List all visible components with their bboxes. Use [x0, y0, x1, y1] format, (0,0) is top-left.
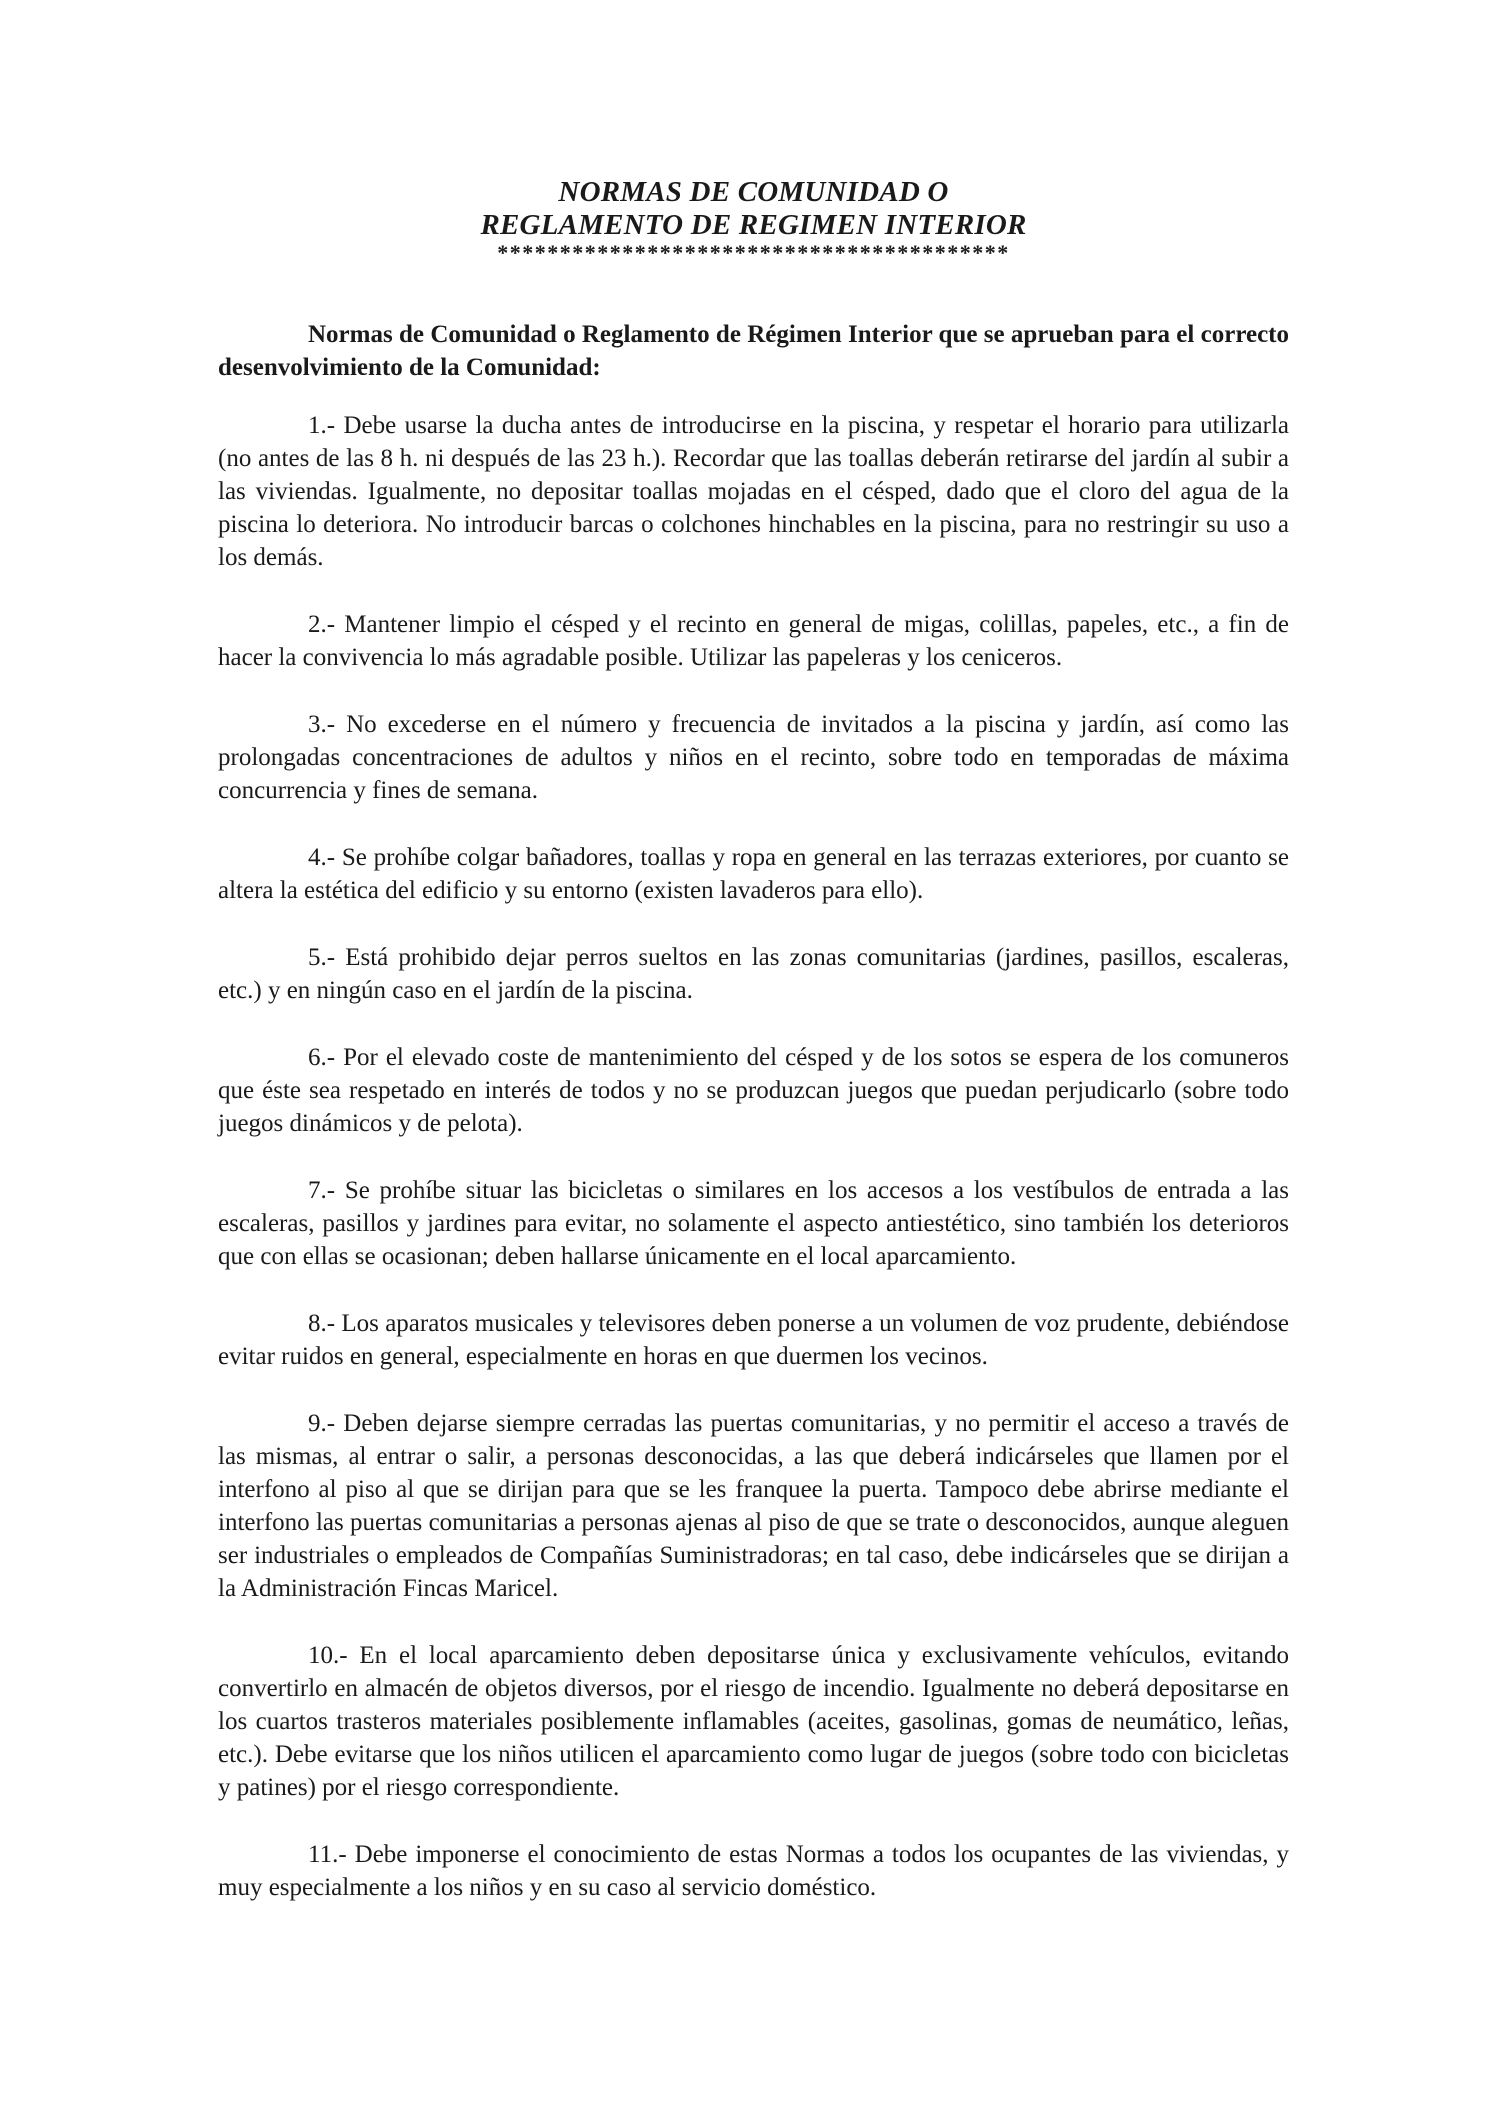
rule-2 — [218, 608, 1289, 674]
rule-number: 2.- — [308, 611, 336, 638]
rule-text: Deben dejarse siempre cerradas las puertas comunitarias, y no permitir el acceso a través de las mismas, al entrar o salir, a personas desconocidas, a las que deberá indicárseles que llamen por el interfono al piso al que se dirijan para que se les franquee la puerta. Tampoco debe abrirse mediante el interfono las puertas comunitarias a personas ajenas al piso de que se trate o desconocidos, aunque aleguen ser industriales o empleados de Compañías Suministradoras; en tal caso, debe indicárseles que se dirijan a la Administración Fincas Maricel. — [218, 1410, 1290, 1602]
rule-number: 8.- — [308, 1310, 336, 1337]
rule-text: Debe usarse la ducha antes de introducirse en la piscina, y respetar el horario para utilizarla (no antes de las 8 h. ni después de las 23 h.). Recordar que las toallas deberán retirarse del jardín al subir a las viviendas. Igualmente, no depositar toallas mojadas en el césped, dado que el cloro del agua de la piscina lo deteriora. No introducir barcas o colchones hinchables en la piscina, para no restringir su uso a los demás. — [218, 412, 1289, 571]
rule-text: Mantener limpio el césped y el recinto en general de migas, colillas, papeles, etc., a fin de hacer la convivencia lo más agradable posible. Utilizar las papeleras y los ceniceros. — [218, 611, 1289, 671]
rule-text: Se prohíbe colgar bañadores, toallas y ropa en general en las terrazas exteriores, por cuanto se altera la estética del edificio y su entorno (existen lavaderos para ello). — [218, 844, 1289, 904]
rule-text: Está prohibido dejar perros sueltos en las zonas comunitarias (jardines, pasillos, escaleras, etc.) y en ningún caso en el jardín de la piscina. — [218, 944, 1290, 1004]
rule-text: Los aparatos musicales y televisores deben ponerse a un volumen de voz prudente, debiéndose evitar ruidos en general, especialmente en horas en que duermen los vecinos. — [218, 1310, 1289, 1370]
rule-number: 5.- — [308, 944, 336, 971]
rule-number: 10.- — [308, 1642, 348, 1669]
rule-4 — [218, 841, 1289, 907]
rule-number: 6.- — [308, 1044, 336, 1071]
rules-list — [218, 409, 1289, 1904]
rule-8 — [218, 1307, 1289, 1373]
intro-paragraph: Normas de Comunidad o Reglamento de Régimen Interior que se aprueban para el correcto desenvolvimiento de la Comunidad: — [218, 321, 1289, 381]
rule-text: Por el elevado coste de mantenimiento del césped y de los sotos se espera de los comuneros que éste sea respetado en interés de todos y no se produzcan juegos que puedan perjudicarlo (sobre todo juegos dinámicos y de pelota). — [218, 1044, 1289, 1137]
title-separator: ***************************************** — [497, 240, 1010, 265]
rule-number: 3.- — [308, 711, 336, 738]
rule-text: Debe imponerse el conocimiento de estas Normas a todos los ocupantes de las viviendas, y muy especialmente a los niños y en su caso al servicio doméstico. — [218, 1841, 1290, 1901]
document-page — [218, 176, 1289, 1929]
rule-7 — [218, 1174, 1289, 1273]
rule-number: 4.- — [308, 844, 336, 871]
rule-11 — [218, 1838, 1289, 1904]
rule-6 — [218, 1041, 1289, 1140]
rule-text: En el local aparcamiento deben depositarse única y exclusivamente vehículos, evitando convertirlo en almacén de objetos diversos, por el riesgo de incendio. Igualmente no deberá depositarse en los cuartos trasteros materiales posiblemente inflamables (aceites, gasolinas, gomas de neumático, leñas, etc.). Debe evitarse que los niños utilicen el aparcamiento como lugar de juegos (sobre todo con bicicletas y patines) por el riesgo correspondiente. — [218, 1642, 1289, 1801]
rule-10 — [218, 1639, 1289, 1804]
title-line-2: REGLAMENTO DE REGIMEN INTERIOR — [480, 209, 1027, 241]
document-title — [218, 176, 1289, 264]
rule-number: 1.- — [308, 412, 336, 439]
rule-3 — [218, 708, 1289, 807]
rule-9 — [218, 1407, 1289, 1605]
rule-number: 7.- — [308, 1177, 336, 1204]
rule-number: 9.- — [308, 1410, 336, 1437]
rule-number: 11.- — [308, 1841, 347, 1868]
rule-1 — [218, 409, 1289, 574]
rule-text: No excederse en el número y frecuencia de invitados a la piscina y jardín, así como las prolongadas concentraciones de adultos y niños en el recinto, sobre todo en temporadas de máxima concurrencia y fines de semana. — [218, 711, 1290, 804]
rule-text: Se prohíbe situar las bicicletas o similares en los accesos a los vestíbulos de entrada a las escaleras, pasillos y jardines para evitar, no solamente el aspecto antiestético, sino también los deterioros que con ellas se ocasionan; deben hallarse únicamente en el local aparcamiento. — [218, 1177, 1290, 1270]
rule-5 — [218, 941, 1289, 1007]
title-line-1: NORMAS DE COMUNIDAD O — [558, 176, 949, 208]
